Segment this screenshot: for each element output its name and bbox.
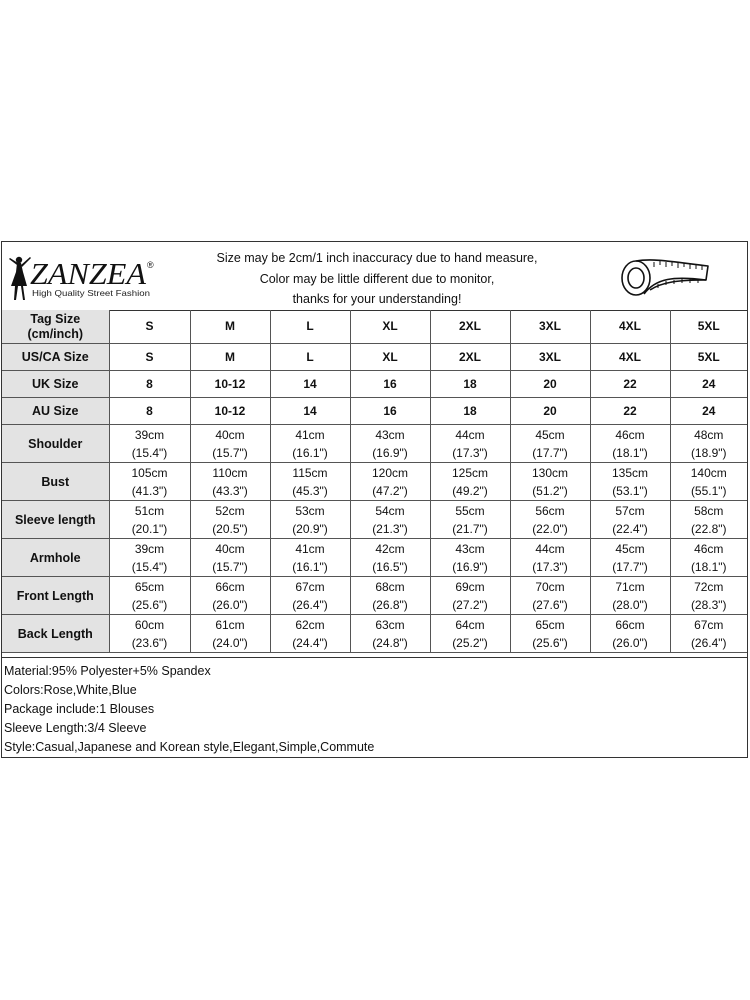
inch-value: (15.7"): [212, 445, 248, 460]
cm-value: 40cm: [215, 541, 245, 556]
inch-value: (16.5"): [372, 559, 408, 574]
cm-value: 66cm: [215, 579, 245, 594]
measurement-cell: [190, 615, 270, 653]
measurement-cell: [350, 501, 430, 539]
measurement-cell: [430, 463, 510, 501]
measurement-cell: [270, 577, 350, 615]
brand-tagline: High Quality Street Fashion: [32, 289, 151, 298]
size-cell: XL: [350, 344, 430, 371]
measurement-cell: [430, 615, 510, 653]
measurement-cell: [190, 463, 270, 501]
measurement-cell: [590, 501, 670, 539]
info-material: Material:95% Polyester+5% Spandex: [4, 664, 211, 678]
size-row: [2, 398, 747, 425]
measurement-cell: [190, 577, 270, 615]
measurement-cell: [430, 539, 510, 577]
cm-value: 44cm: [455, 427, 485, 442]
tag-size-row: [2, 310, 747, 344]
inch-value: (24.8"): [372, 635, 408, 650]
zanzea-logo: [6, 248, 156, 306]
size-table: [2, 310, 747, 653]
measurement-cell: [590, 539, 670, 577]
cm-value: 43cm: [375, 427, 405, 442]
measurement-cell: [510, 615, 590, 653]
cm-value: 140cm: [690, 465, 727, 480]
measurement-notice: [152, 248, 602, 310]
cm-value: 72cm: [694, 579, 724, 594]
brand-name: ZANZEA: [30, 256, 148, 291]
cm-value: 39cm: [134, 541, 165, 556]
cm-value: 68cm: [375, 579, 405, 594]
size-cell: M: [190, 344, 270, 371]
measurement-row: [2, 615, 747, 653]
cm-value: 66cm: [615, 617, 645, 632]
notice-line: Size may be 2cm/1 inch inaccuracy due to hand measure,: [216, 251, 538, 265]
size-row: [2, 371, 747, 398]
measurement-cell: [190, 425, 270, 463]
inch-value: (21.7"): [452, 521, 488, 536]
measurement-cell: [590, 615, 670, 653]
size-cell: 10-12: [190, 371, 270, 398]
size-cell: 14: [270, 371, 350, 398]
cm-value: 56cm: [535, 503, 565, 518]
size-cell: 4XL: [590, 344, 670, 371]
size-cell: 22: [590, 398, 670, 425]
measurement-cell: [430, 577, 510, 615]
cm-value: 70cm: [535, 579, 565, 594]
measurement-cell: [670, 539, 747, 577]
measurement-cell: [670, 425, 747, 463]
cm-value: 39cm: [134, 427, 165, 442]
notice-line: thanks for your understanding!: [292, 292, 462, 306]
inch-value: (20.9"): [292, 521, 328, 536]
size-cell: 8: [109, 371, 190, 398]
size-cell: 18: [430, 371, 510, 398]
measurement-row: [2, 539, 747, 577]
inch-value: (26.4"): [292, 597, 328, 612]
inch-value: (18.9"): [690, 445, 727, 460]
cm-value: 42cm: [375, 541, 405, 556]
registered-mark: ®: [147, 260, 154, 270]
row-label: Front Length: [2, 577, 109, 615]
measurement-cell: [109, 615, 190, 653]
cm-value: 52cm: [215, 503, 245, 518]
cm-value: 58cm: [694, 503, 724, 518]
tag-size-label-line: (cm/inch): [27, 326, 84, 341]
inch-value: (20.5"): [212, 521, 248, 536]
cm-value: 40cm: [215, 427, 245, 442]
tag-size-label-line: Tag Size: [30, 311, 81, 326]
size-header-cell: 3XL: [510, 310, 590, 344]
cm-value: 110cm: [212, 465, 248, 480]
measurement-cell: [350, 615, 430, 653]
cm-value: 71cm: [615, 579, 645, 594]
measurement-cell: [350, 539, 430, 577]
row-label: AU Size: [2, 398, 109, 425]
cm-value: 45cm: [535, 427, 565, 442]
cm-value: 120cm: [371, 465, 409, 480]
size-header-cell: M: [190, 310, 270, 344]
cm-value: 64cm: [455, 617, 485, 632]
inch-value: (51.2"): [532, 483, 568, 498]
cm-value: 65cm: [134, 579, 165, 594]
inch-value: (16.9"): [372, 445, 408, 460]
size-header-cell: L: [270, 310, 350, 344]
cm-value: 67cm: [295, 579, 325, 594]
measurement-cell: [109, 539, 190, 577]
size-cell: 24: [670, 398, 747, 425]
measurement-cell: [670, 501, 747, 539]
size-cell: 14: [270, 398, 350, 425]
measurement-cell: [590, 425, 670, 463]
measurement-cell: [430, 425, 510, 463]
row-label: Shoulder: [2, 425, 109, 463]
cm-value: 67cm: [694, 617, 724, 632]
measurement-cell: [350, 425, 430, 463]
size-cell: 8: [109, 398, 190, 425]
tag-size-label: [2, 310, 109, 344]
cm-value: 65cm: [535, 617, 565, 632]
chart-header: [2, 242, 747, 311]
inch-value: (53.1"): [612, 483, 648, 498]
measurement-cell: [109, 577, 190, 615]
inch-value: (22.8"): [690, 521, 727, 536]
measuring-tape-icon: [614, 244, 714, 308]
size-header-cell: S: [109, 310, 190, 344]
row-label: Bust: [2, 463, 109, 501]
inch-value: (16.9"): [452, 559, 488, 574]
cm-value: 46cm: [694, 541, 724, 556]
cm-value: 51cm: [134, 503, 165, 518]
measurement-cell: [270, 501, 350, 539]
inch-value: (20.1"): [131, 521, 168, 536]
inch-value: (21.3"): [372, 521, 408, 536]
inch-value: (25.6"): [131, 597, 168, 612]
size-header-cell: 5XL: [670, 310, 747, 344]
inch-value: (16.1"): [292, 445, 328, 460]
cm-value: 44cm: [535, 541, 565, 556]
measurement-row: [2, 577, 747, 615]
size-cell: 16: [350, 398, 430, 425]
inch-value: (27.6"): [532, 597, 568, 612]
measurement-cell: [270, 539, 350, 577]
size-cell: L: [270, 344, 350, 371]
row-label: US/CA Size: [2, 344, 109, 371]
measurement-cell: [670, 463, 747, 501]
cm-value: 53cm: [295, 503, 325, 518]
cm-value: 41cm: [295, 541, 325, 556]
cm-value: 48cm: [694, 427, 724, 442]
measurement-cell: [590, 463, 670, 501]
row-label: Sleeve length: [2, 501, 109, 539]
inch-value: (23.6"): [131, 635, 168, 650]
size-cell: 2XL: [430, 344, 510, 371]
inch-value: (24.0"): [212, 635, 248, 650]
inch-value: (15.7"): [212, 559, 248, 574]
cm-value: 55cm: [455, 503, 485, 518]
inch-value: (17.7"): [532, 445, 568, 460]
cm-value: 105cm: [131, 465, 168, 480]
measurement-cell: [190, 539, 270, 577]
measurement-cell: [430, 501, 510, 539]
size-header-cell: 2XL: [430, 310, 510, 344]
measurement-row: [2, 501, 747, 539]
cm-value: 62cm: [295, 617, 325, 632]
inch-value: (24.4"): [292, 635, 328, 650]
cm-value: 69cm: [455, 579, 485, 594]
cm-value: 57cm: [615, 503, 645, 518]
inch-value: (17.3"): [532, 559, 568, 574]
row-label: UK Size: [2, 371, 109, 398]
cm-value: 45cm: [615, 541, 645, 556]
inch-value: (49.2"): [452, 483, 488, 498]
measurement-cell: [270, 425, 350, 463]
inch-value: (25.6"): [532, 635, 568, 650]
size-cell: 18: [430, 398, 510, 425]
cm-value: 43cm: [455, 541, 485, 556]
info-package: Package include:1 Blouses: [4, 702, 155, 716]
inch-value: (18.1"): [690, 559, 727, 574]
inch-value: (28.0"): [612, 597, 648, 612]
measurement-cell: [350, 577, 430, 615]
size-cell: S: [109, 344, 190, 371]
inch-value: (16.1"): [292, 559, 328, 574]
measurement-cell: [590, 577, 670, 615]
inch-value: (26.0"): [212, 597, 248, 612]
measurement-cell: [510, 463, 590, 501]
inch-value: (18.1"): [612, 445, 648, 460]
cm-value: 61cm: [215, 617, 245, 632]
measurement-cell: [510, 539, 590, 577]
cm-value: 41cm: [295, 427, 325, 442]
measurement-cell: [109, 425, 190, 463]
inch-value: (27.2"): [452, 597, 488, 612]
inch-value: (15.4"): [131, 445, 168, 460]
measurement-cell: [510, 577, 590, 615]
dancer-silhouette-icon: [9, 257, 31, 300]
inch-value: (17.3"): [452, 445, 488, 460]
size-cell: 24: [670, 371, 747, 398]
measurement-cell: [190, 501, 270, 539]
measurement-cell: [670, 577, 747, 615]
measurement-cell: [670, 615, 747, 653]
size-cell: 20: [510, 398, 590, 425]
cm-value: 63cm: [375, 617, 405, 632]
cm-value: 125cm: [451, 465, 489, 480]
size-chart: [1, 241, 748, 758]
info-sleeve-length: Sleeve Length:3/4 Sleeve: [4, 721, 147, 735]
inch-value: (47.2"): [372, 483, 408, 498]
size-cell: 22: [590, 371, 670, 398]
row-label: Back Length: [2, 615, 109, 653]
product-info: [2, 657, 747, 757]
cm-value: 135cm: [611, 465, 649, 480]
size-row: [2, 344, 747, 371]
inch-value: (26.4"): [690, 635, 727, 650]
inch-value: (22.4"): [612, 521, 648, 536]
measurement-cell: [510, 501, 590, 539]
size-cell: 16: [350, 371, 430, 398]
inch-value: (41.3"): [131, 483, 168, 498]
size-cell: 10-12: [190, 398, 270, 425]
inch-value: (43.3"): [212, 483, 248, 498]
size-cell: 3XL: [510, 344, 590, 371]
info-colors: Colors:Rose,White,Blue: [4, 683, 137, 697]
measurement-cell: [350, 463, 430, 501]
inch-value: (45.3"): [292, 483, 328, 498]
cm-value: 115cm: [292, 465, 328, 480]
cm-value: 46cm: [615, 427, 645, 442]
measurement-row: [2, 425, 747, 463]
measurement-row: [2, 463, 747, 501]
row-label: Armhole: [2, 539, 109, 577]
inch-value: (55.1"): [690, 483, 727, 498]
size-header-cell: XL: [350, 310, 430, 344]
inch-value: (22.0"): [532, 521, 568, 536]
measurement-cell: [270, 463, 350, 501]
notice-line: Color may be little different due to monitor,: [259, 271, 495, 286]
measurement-cell: [109, 501, 190, 539]
inch-value: (28.3"): [690, 597, 727, 612]
size-header-cell: 4XL: [590, 310, 670, 344]
inch-value: (25.2"): [452, 635, 488, 650]
inch-value: (17.7"): [612, 559, 648, 574]
measurement-cell: [510, 425, 590, 463]
info-style: Style:Casual,Japanese and Korean style,Elegant,Simple,Commute: [4, 740, 375, 754]
cm-value: 130cm: [531, 465, 569, 480]
measurement-cell: [270, 615, 350, 653]
cm-value: 60cm: [134, 617, 165, 632]
measurement-cell: [109, 463, 190, 501]
inch-value: (15.4"): [131, 559, 168, 574]
size-cell: 20: [510, 371, 590, 398]
inch-value: (26.8"): [372, 597, 408, 612]
size-cell: 5XL: [670, 344, 747, 371]
inch-value: (26.0"): [612, 635, 648, 650]
cm-value: 54cm: [375, 503, 405, 518]
